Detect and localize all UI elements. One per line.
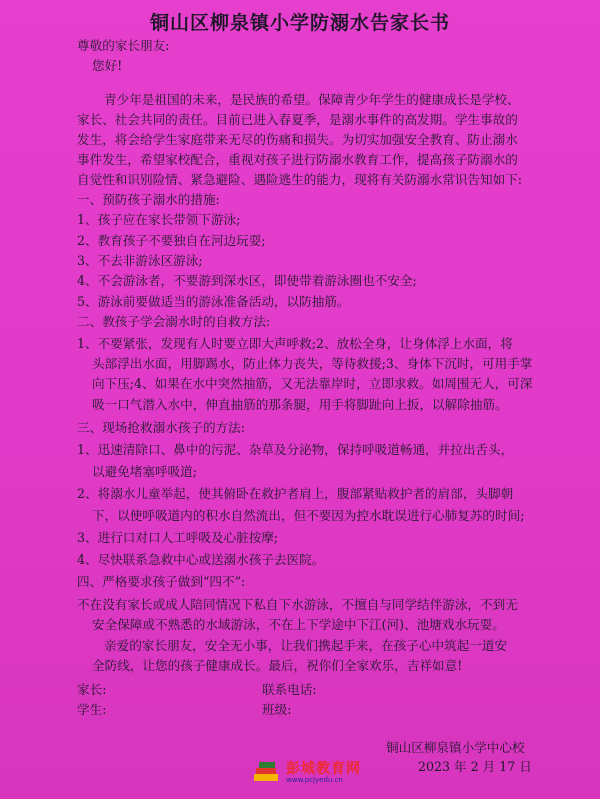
watermark-url: www.pcjyedu.cn <box>286 776 343 784</box>
phone-label: 联系电话: <box>262 682 317 697</box>
letter-line: 发生，将会给学生家庭带来无尽的伤痛和损失。为切实加强安全教育、防止溺水 <box>77 132 518 147</box>
parent-label: 家长: <box>77 682 107 697</box>
letter-date: 2023 年 2 月 17 日 <box>418 759 532 774</box>
watermark-name: 彭城教育网 <box>286 761 361 777</box>
letter-line: 四、严格要求孩子做到“四不”: <box>77 574 246 589</box>
letter-line: 3、不去非游泳区游泳; <box>77 253 203 268</box>
letter-line: 不在没有家长或成人陪同情况下私自下水游泳，不擅自与同学结伴游泳，不到无 <box>77 597 518 612</box>
letter-line: 向下压;4、如果在水中突然抽筋，又无法靠岸时，立即求救。如周围无人，可深 <box>92 376 533 391</box>
watermark <box>252 758 482 788</box>
letter-line: 您好! <box>92 58 123 73</box>
letter-line: 事件发生，希望家校配合，重视对孩子进行防溺水教育工作，提高孩子防溺水的 <box>77 152 518 167</box>
school-signature: 铜山区柳泉镇小学中心校 <box>386 740 525 755</box>
letter-line: 4、尽快联系急救中心或送溺水孩子去医院。 <box>77 552 325 567</box>
letter-line: 头部浮出水面，用脚踢水，防止体力丧失，等待救援;3、身体下沉时，可用手掌 <box>92 356 533 371</box>
letter-line: 尊敬的家长朋友: <box>77 38 170 53</box>
letter-line: 3、进行口对口人工呼吸及心脏按摩; <box>77 530 279 545</box>
letter-line: 5、游泳前要做适当的游泳准备活动，以防抽筋。 <box>77 294 350 309</box>
books-icon <box>252 760 282 784</box>
letter-line: 青少年是祖国的未来，是民族的希望。保障青少年学生的健康成长是学校、 <box>104 92 520 107</box>
letter-line: 1、孩子应在家长带领下游泳; <box>77 212 241 227</box>
letter-line: 吸一口气潜入水中，伸直抽筋的那条腿，用手将脚趾向上扳，以解除抽筋。 <box>92 397 508 412</box>
letter-line: 4、不会游泳者，不要游到深水区，即使带着游泳圈也不安全; <box>77 273 417 288</box>
class-label: 班级: <box>262 702 292 717</box>
letter-line: 三、现场抢救溺水孩子的方法: <box>77 420 245 435</box>
letter-line: 2、将溺水儿童举起，使其俯卧在救护者肩上，腹部紧贴救护者的肩部，头脚朝 <box>77 486 514 501</box>
student-label: 学生: <box>77 702 107 717</box>
letter-line: 下，以使呼吸道内的积水自然流出，但不要因为控水耽误进行心肺复苏的时间; <box>92 508 525 523</box>
letter-line: 自觉性和识别险情、紧急避险、遇险逃生的能力，现将有关防溺水常识告知如下: <box>77 172 523 187</box>
letter-line: 一、预防孩子溺水的措施: <box>77 192 220 207</box>
page-title: 铜山区柳泉镇小学防溺水告家长书 <box>149 12 450 34</box>
letter-line: 1、迅速清除口、鼻中的污泥、杂草及分泌物，保持呼吸道畅通，并拉出舌头， <box>77 442 514 457</box>
letter-line: 1、不要紧张，发现有人时要立即大声呼救;2、放松全身，让身体浮上水面，将 <box>77 336 513 351</box>
letter-line: 安全保障或不熟悉的水域游泳，不在上下学途中下江(河)、池塘戏水玩耍。 <box>92 617 505 632</box>
letter-line: 家长、社会共同的责任。目前已进入春夏季，是溺水事件的高发期。学生事故的 <box>77 112 518 127</box>
letter-line: 2、教育孩子不要独自在河边玩耍; <box>77 233 266 248</box>
letter-line: 二、教孩子学会溺水时的自救方法: <box>77 314 271 329</box>
letter-line: 全防线，让您的孩子健康成长。最后，祝你们全家欢乐，吉祥如意! <box>92 658 463 673</box>
letter-line: 以避免堵塞呼吸道; <box>92 464 197 479</box>
letter-line: 亲爱的家长朋友，安全无小事，让我们携起手来，在孩子心中筑起一道安 <box>104 638 507 653</box>
